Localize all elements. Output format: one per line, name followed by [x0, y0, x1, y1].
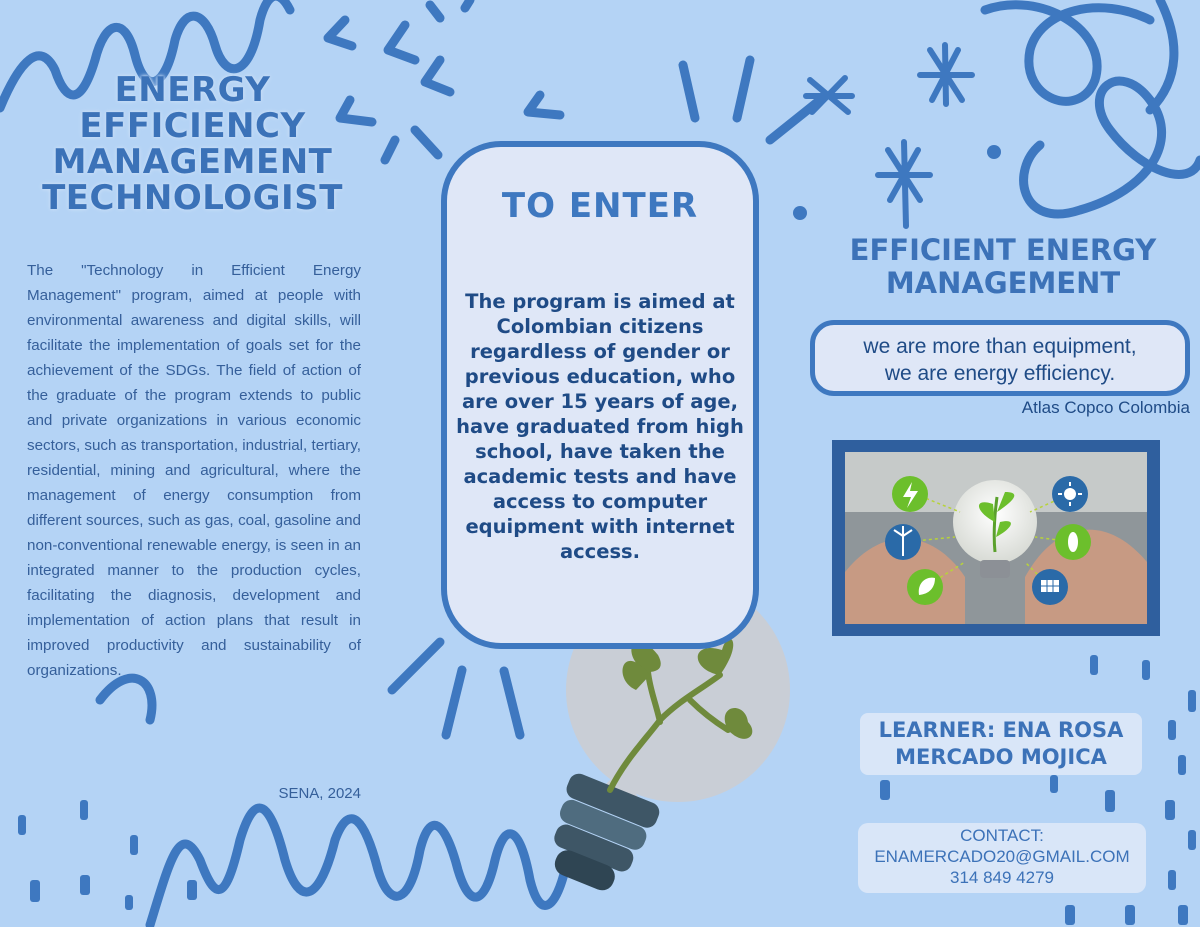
program-description: The "Technology in Efficient Energy Management" program, aimed at people with environmental awareness and digital skills, will facilitate the implementation of goals set for the achievement of the SDGs. The field of action of the graduate of the program extends to public and private organizations in various economic sectors, such as transportation, industrial, tertiary, residential, mining and agricultural, where the management of energy consumption from different sources, such as gas, coal, gasoline and non-conventional renewable energy, is seen in an integrated manner to the production cycles, facilitating the diagnosis, development and implementation of action plans that result in improved productivity and sustainability of organizations. [27, 262, 361, 679]
slogan-line-2: we are energy efficiency. [884, 362, 1116, 385]
left-title-line-2: EFFICIENCY [79, 106, 306, 146]
slogan-box [810, 320, 1190, 396]
contact-phone[interactable]: 314 849 4279 [950, 868, 1054, 887]
contact-label: CONTACT: [960, 826, 1044, 845]
learner-line-1: LEARNER: ENA ROSA [878, 718, 1124, 742]
left-title-line-3: MANAGEMENT [52, 142, 333, 182]
hands-holding-bulb-image [845, 452, 1147, 624]
slogan-credit: Atlas Copco Colombia [1021, 398, 1190, 417]
learner-line-2: MERCADO MOJICA [895, 745, 1107, 769]
left-title-line-4: TECHNOLOGIST [42, 178, 343, 218]
right-title: EFFICIENT ENERGY MANAGEMENT [849, 233, 1157, 300]
learner-name [860, 713, 1142, 775]
slogan-line-1: we are more than equipment, [863, 335, 1137, 358]
contact-email[interactable]: ENAMERCADO20@GMAIL.COM [874, 847, 1130, 866]
description-credit: SENA, 2024 [278, 785, 361, 802]
left-title-line-1: ENERGY [114, 70, 271, 110]
to-enter-heading: TO ENTER [501, 186, 699, 226]
contact-info [858, 823, 1146, 893]
to-enter-body: The program is aimed at Colombian citizens regardless of gender or previous education, who are over 15 years of age, have graduated from high school, have taken the academic tests and have access to computer equipment with internet access. [456, 290, 744, 563]
left-title [20, 72, 365, 216]
energy-photo [832, 440, 1160, 636]
